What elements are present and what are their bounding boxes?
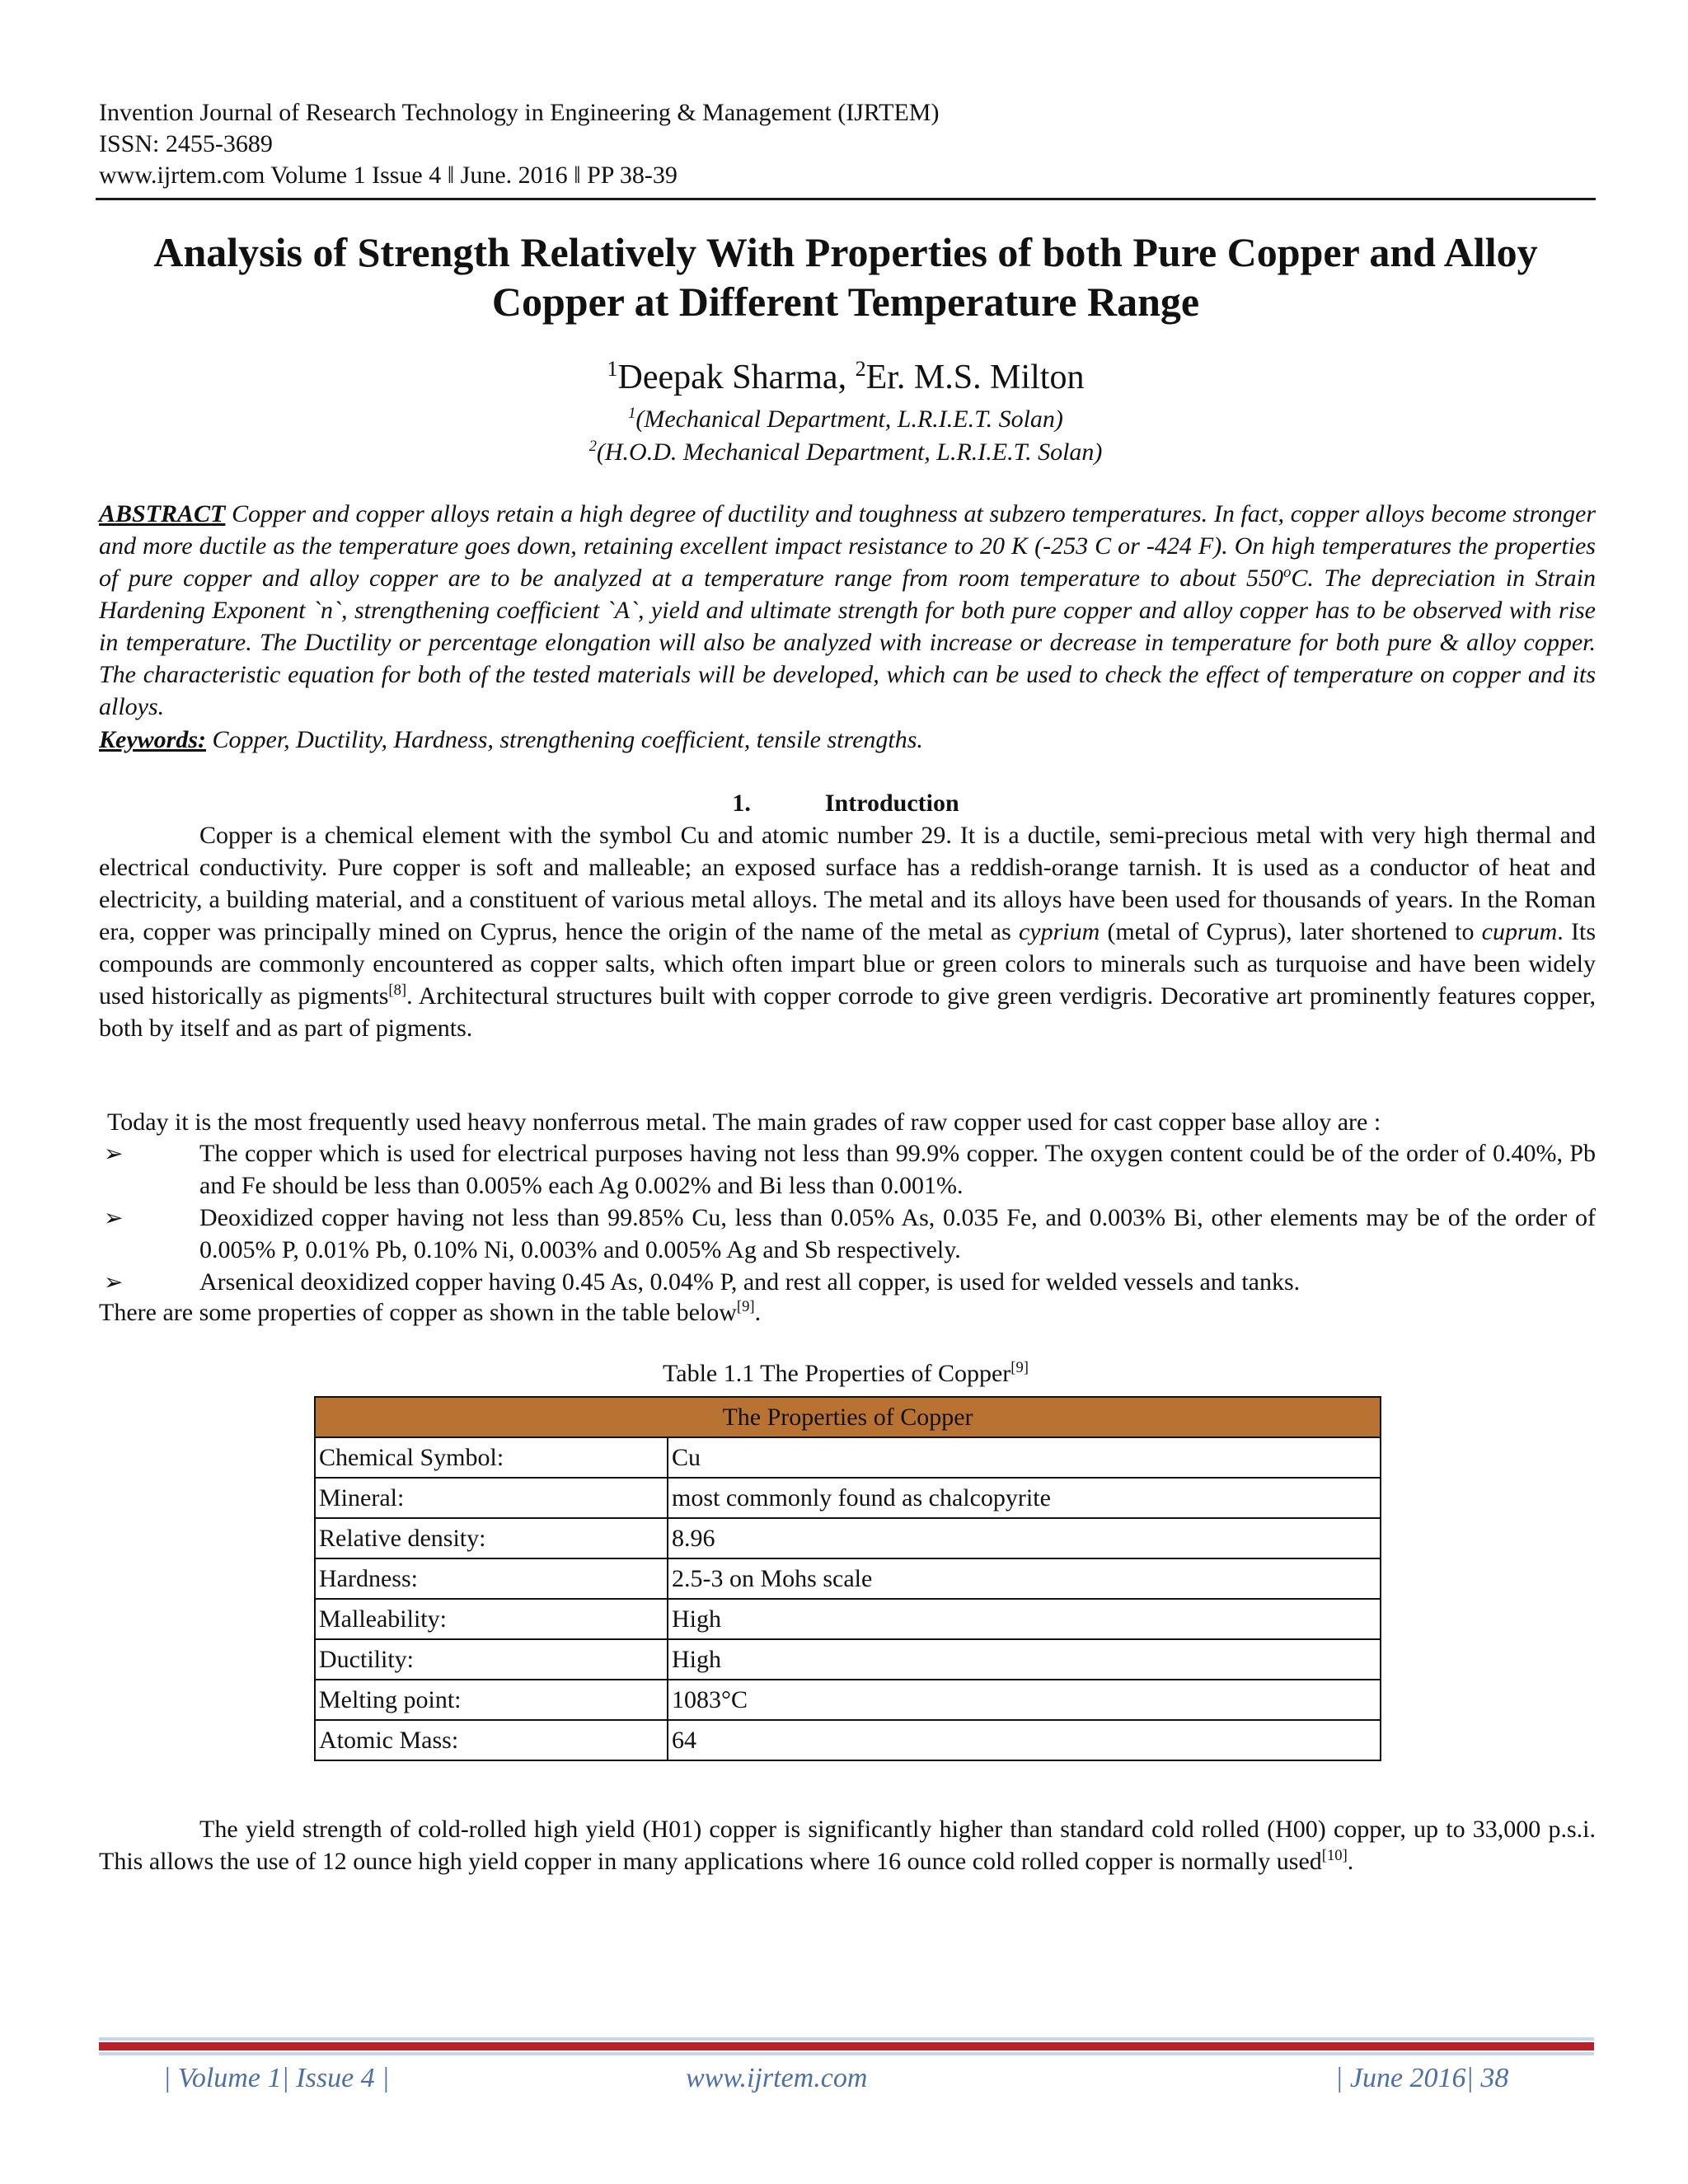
author-2-name: Er. M.S. Milton [865, 359, 1085, 396]
footer-date-page: | June 2016| 38 [1335, 2063, 1509, 2093]
intro-p3-end: . [754, 1299, 762, 1326]
arrow-bullet-icon: ➢ [104, 1204, 124, 1231]
paper-title [96, 227, 1596, 326]
property-label: Relative density: [315, 1518, 668, 1558]
intro-paragraph-2: Today it is the most frequently used heavy nonferrous metal. The main grades of raw copper used for cast copper base alloy are : [107, 1108, 1381, 1136]
journal-header [99, 97, 1599, 191]
journal-name: Invention Journal of Research Technology in Engineering & Management (IJRTEM) [99, 99, 940, 126]
property-value: 1083°C [668, 1680, 1381, 1720]
list-item-text: The copper which is used for electrical purposes having not less than 99.9% copper. The oxygen content could be of the order of 0.40%, Pb and Fe should be less than 0.005% each Ag 0.002% and Bi less than 0.001%. [199, 1140, 1596, 1199]
intro-p4-text: The yield strength of cold-rolled high yield (H01) copper is significantly higher than standard cold rolled (H00) copper, up to 33,000 p.s.i. This allows the use of 12 ounce high yield copper in many applications where 16 ounce cold rolled copper is normally used [99, 1816, 1596, 1875]
citation-9: [9] [736, 1298, 755, 1315]
copper-properties-table [314, 1396, 1381, 1761]
property-value: 2.5-3 on Mohs scale [668, 1558, 1381, 1599]
affiliation-2-text: (H.O.D. Mechanical Department, L.R.I.E.T. Solan) [596, 438, 1103, 466]
list-item [99, 1202, 1596, 1266]
keywords-text: Copper, Ductility, Hardness, strengthening coefficient, tensile strengths. [206, 726, 923, 753]
intro-paragraph-1 [99, 819, 1596, 1044]
table-header-row [315, 1397, 1381, 1437]
journal-issue-info: www.ijrtem.com Volume 1 Issue 4 ǁ June. 2016 ǁ PP 38-39 [99, 162, 678, 189]
property-label: Chemical Symbol: [315, 1437, 668, 1478]
table-caption-text: Table 1.1 The Properties of Copper [663, 1360, 1011, 1387]
property-label: Atomic Mass: [315, 1720, 668, 1760]
intro-p1-text-c: . Its compounds are commonly encountered as copper salts, which often impart blue or green colors to minerals such as turquoise and have been widely used historically as pigments [99, 918, 1596, 1010]
property-label: Hardness: [315, 1558, 668, 1599]
paper-title-line-2: Copper at Different Temperature Range [491, 279, 1200, 325]
author-1-name: Deepak Sharma, [617, 359, 847, 396]
table-row [315, 1680, 1381, 1720]
affiliation-1-mark: 1 [628, 405, 636, 422]
footer-rule-main [99, 2042, 1594, 2050]
property-value: Cu [668, 1437, 1381, 1478]
list-item-text: Deoxidized copper having not less than 99.85% Cu, less than 0.05% As, 0.035 Fe, and 0.003% Bi, other elements may be of the order of 0.005% P, 0.01% Pb, 0.10% Ni, 0.003% and 0.005% Ag and Sb respectively. [199, 1204, 1596, 1263]
property-label: Ductility: [315, 1639, 668, 1680]
property-label: Malleability: [315, 1599, 668, 1639]
journal-issn: ISSN: 2455-3689 [99, 130, 273, 157]
term-cuprum: cuprum [1481, 918, 1558, 945]
citation-10: [10] [1321, 1847, 1348, 1864]
affiliation-1 [96, 404, 1596, 435]
intro-p1-text-d: . Architectural structures built with copper corrode to give green verdigris. Decorative art prominently features copper, both by itself and as part of pigments. [99, 982, 1596, 1042]
property-value: High [668, 1599, 1381, 1639]
property-value: most commonly found as chalcopyrite [668, 1478, 1381, 1518]
intro-p3-text: There are some properties of copper as shown in the table below [99, 1299, 737, 1326]
table-row [315, 1639, 1381, 1680]
copper-grades-list [99, 1137, 1596, 1298]
author-1-affil-mark: 1 [607, 357, 618, 381]
table-header-cell: The Properties of Copper [315, 1397, 1381, 1437]
intro-p1-text-b: (metal of Cyprus), later shortened to [1100, 918, 1482, 945]
footer-rule-top [99, 2037, 1594, 2041]
table-row [315, 1437, 1381, 1478]
table-row [315, 1558, 1381, 1599]
intro-p4-end: . [1347, 1848, 1354, 1875]
list-item-text: Arsenical deoxidized copper having 0.45 As, 0.04% P, and rest all copper, is used for welded vessels and tanks. [199, 1268, 1301, 1296]
footer-website-link[interactable]: www.ijrtem.com [686, 2063, 868, 2093]
intro-p1-text-a: Copper is a chemical element with the symbol Cu and atomic number 29. It is a ductile, semi-precious metal with very high thermal and electrical conductivity. Pure copper is soft and malleable; an exposed surface has a reddish-orange tarnish. It is used as a conductor of heat and electricity, a building material, and a constituent of various metal alloys. The metal and its alloys have been used for thousands of years. In the Roman era, copper was principally mined on Cyprus, hence the origin of the name of the metal as [99, 822, 1596, 945]
property-label: Melting point: [315, 1680, 668, 1720]
abstract-label: ABSTRACT [99, 500, 226, 527]
table-row [315, 1478, 1381, 1518]
table-row [315, 1720, 1381, 1760]
keywords [99, 724, 1596, 756]
section-heading-introduction [96, 788, 1596, 819]
table-row [315, 1518, 1381, 1558]
intro-paragraph-4 [99, 1813, 1596, 1877]
keywords-label: Keywords: [99, 726, 206, 753]
arrow-bullet-icon: ➢ [104, 1140, 124, 1167]
list-item [99, 1137, 1596, 1202]
author-2-affil-mark: 2 [855, 357, 866, 381]
table-row [315, 1599, 1381, 1639]
property-label: Mineral: [315, 1478, 668, 1518]
footer-volume-issue: | Volume 1| Issue 4 | [163, 2063, 390, 2093]
affiliation-1-text: (Mechanical Department, L.R.I.E.T. Solan) [635, 405, 1063, 433]
author-list [96, 356, 1596, 399]
paper-title-line-1: Analysis of Strength Relatively With Properties of both Pure Copper and Alloy [153, 229, 1538, 275]
affiliation-2-mark: 2 [588, 438, 597, 455]
abstract-text-part-2: C. The depreciation in Strain Hardening Exponent `n`, strengthening coefficient `A`, yield and ultimate strength for both pure copper and alloy copper has to be observed with rise in temperature. The Ductility or percentage elongation will also be analyzed with increase or decrease in temperature for both pure & alloy copper. The characteristic equation for both of the tested materials will be developed, which can be used to check the effect of temperature on copper and its alloys. [99, 565, 1597, 720]
intro-paragraph-3 [99, 1296, 1596, 1329]
citation-8: [8] [388, 982, 407, 999]
section-title: Introduction [824, 790, 959, 817]
abstract-text-part-1: Copper and copper alloys retain a high degree of ductility and toughness at subzero temperatures. In fact, copper alloys become stronger and more ductile as the temperature goes down, retaining excellent impact resistance to 20 K (-253 C or -424 F). On high temperatures the properties of pure copper and alloy copper are to be analyzed at a temperature range from room temperature to about 550 [99, 500, 1596, 592]
list-item [99, 1266, 1596, 1298]
table-caption [96, 1358, 1596, 1390]
property-value: 64 [668, 1720, 1381, 1760]
footer-rule-bottom [99, 2052, 1594, 2055]
table-caption-citation: [9] [1010, 1359, 1029, 1376]
affiliation-2 [96, 437, 1596, 468]
header-divider [96, 198, 1596, 200]
property-value: High [668, 1639, 1381, 1680]
abstract [99, 498, 1596, 723]
section-number: 1. [732, 790, 751, 817]
property-value: 8.96 [668, 1518, 1381, 1558]
degree-superscript: o [1283, 564, 1292, 581]
term-cyprium: cyprium [1018, 918, 1100, 945]
arrow-bullet-icon: ➢ [104, 1268, 124, 1296]
